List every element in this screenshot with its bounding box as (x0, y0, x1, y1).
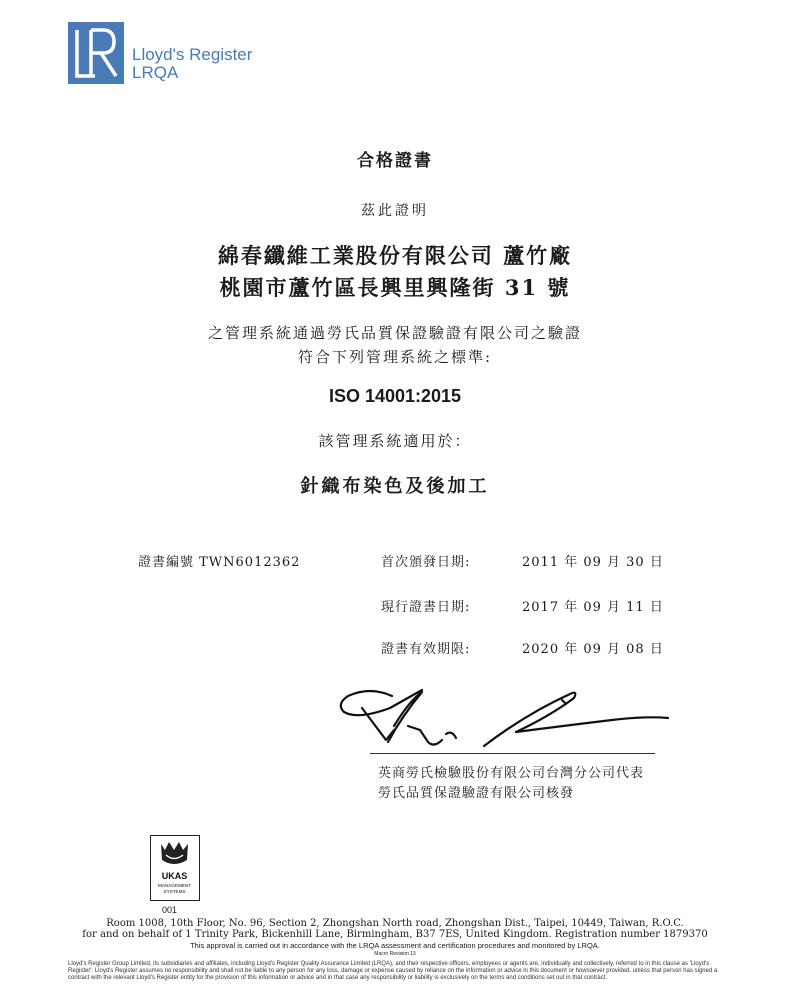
certificate-number: 證書編號 TWN6012362 (138, 555, 301, 570)
statement-line-2: 符合下列管理系統之標準: (297, 348, 493, 366)
footer-disclaimer: Lloyd's Register Group Limited, its subsidiaries and affiliates, including Lloyd's Register Quality Assurance Limited (LRQA), and their respective officers, employees or agents are, individually and collectively, referred to in this clause as 'Lloyd's Register'. Lloyd's Register assumes no responsibility and shall not be liable to any person for any loss, damage or expense caused by reliance on the information or advice in this document or howsoever provided, unless that person has signed a contract with the relevant Lloyd's Register entity for the provision of this information or advice and in that case any responsibility or liability is exclusively on the terms and conditions set out in that contract. (68, 961, 718, 981)
ukas-accreditation-mark (150, 835, 200, 901)
expiry-label: 證書有效期限: (381, 642, 471, 657)
first-issue-date: 2011 年 09 月 30 日 (522, 555, 664, 570)
logo-wordmark (132, 46, 252, 82)
ukas-sub-1: MANAGEMENT (158, 883, 191, 888)
signature-line (370, 753, 655, 754)
footer-address: Room 1008, 10th Floor, No. 96, Section 2, Zhongshan North road, Zhongshan Dist., Taipei, 10449, Taiwan, R.O.C. (106, 918, 684, 929)
lrqa-logo-mark (68, 22, 124, 84)
company-name: 綿春纖維工業股份有限公司 蘆竹廠 (217, 243, 573, 268)
footer-revision: Macro Revision 13 (374, 951, 416, 957)
standard-name: ISO 14001:2015 (328, 386, 462, 406)
current-issue-label: 現行證書日期: (381, 600, 471, 615)
ukas-code: 001 (162, 905, 178, 915)
first-issue-label: 首次頒發日期: (381, 555, 471, 570)
current-issue-date: 2017 年 09 月 11 日 (522, 600, 664, 615)
footer-approval: This approval is carried out in accordance with the LRQA assessment and certification procedures and monitored by LRQA. (190, 941, 600, 950)
statement-line-1: 之管理系統通過勞氏品質保證驗證有限公司之驗證 (207, 324, 582, 342)
signatory-line-1: 英商勞氏檢驗股份有限公司台灣分公司代表 (378, 766, 645, 781)
footer-behalf: for and on behalf of 1 Trinity Park, Bickenhill Lane, Birmingham, B37 7ES, United Kingdom. Registration number 1879370 (82, 929, 708, 940)
signatory-line-2: 勞氏品質保證驗證有限公司核發 (378, 786, 575, 801)
company-address: 桃園市蘆竹區長興里興隆街 31 號 (219, 275, 571, 300)
expiry-date: 2020 年 09 月 08 日 (522, 642, 664, 657)
handwritten-signature (330, 668, 670, 758)
ukas-sub-2: SYSTEMS (163, 889, 186, 894)
scope-text: 針織布染色及後加工 (300, 476, 490, 497)
logo-line-2: LRQA (132, 63, 179, 82)
certify-text: 茲此證明 (361, 203, 429, 219)
ukas-name: UKAS (161, 871, 188, 881)
certificate-title: 合格證書 (357, 151, 433, 171)
scope-label: 該管理系統適用於： (318, 432, 472, 450)
logo-line-1: Lloyd's Register (132, 45, 253, 64)
